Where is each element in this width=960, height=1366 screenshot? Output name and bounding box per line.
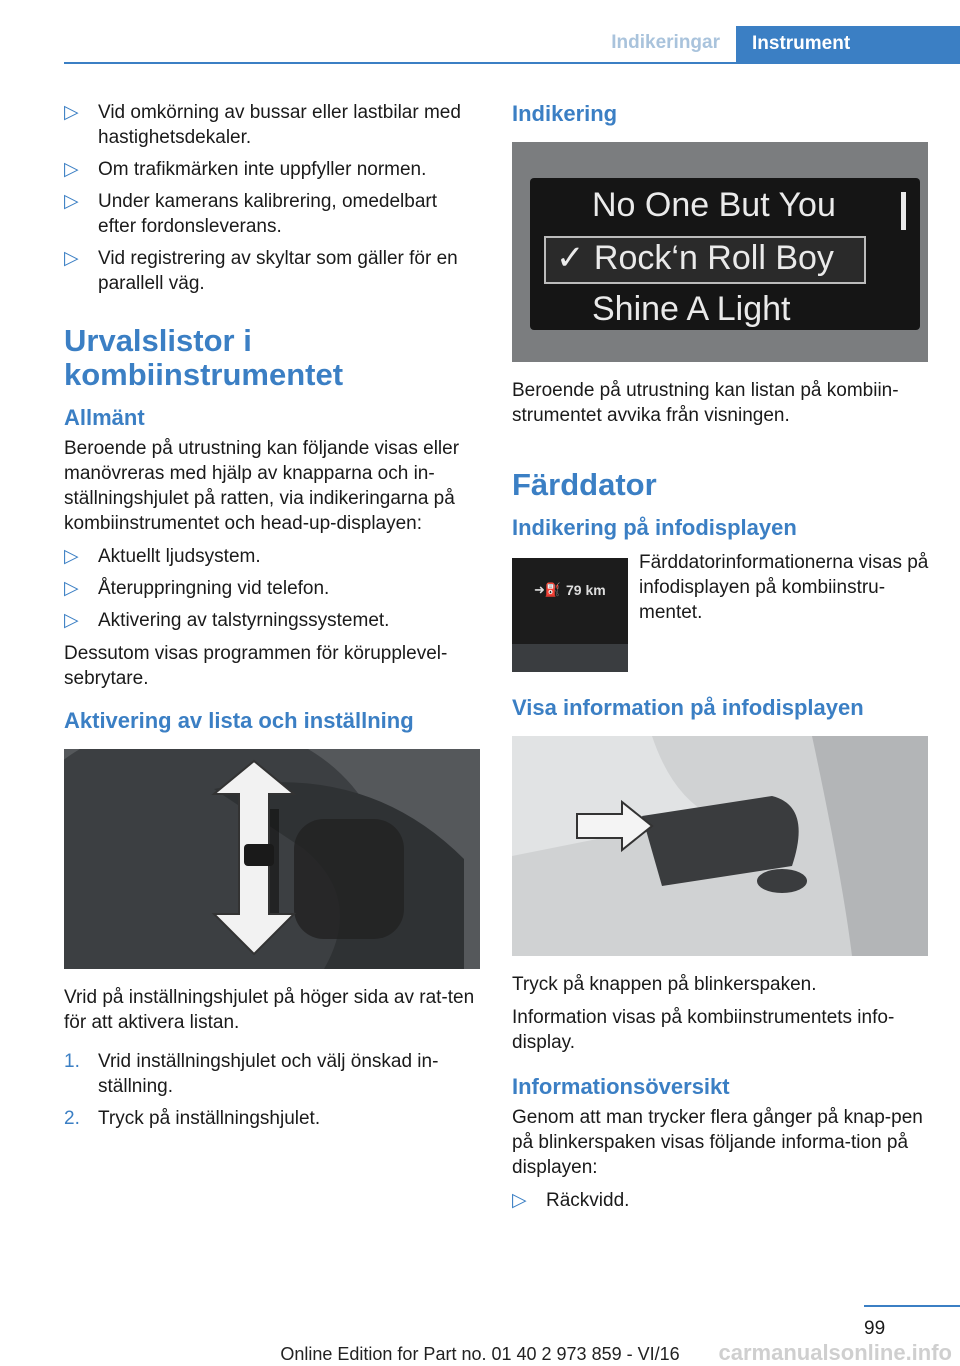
triangle-bullet-icon: ▷ [64, 248, 79, 269]
turn-signal-image [512, 736, 928, 956]
scrollbar-indicator [901, 192, 906, 230]
triangle-bullet-icon: ▷ [64, 159, 79, 180]
list-item: ▷ Om trafikmärken inte uppfyller normen. [64, 159, 427, 180]
step-number: 1. [64, 1051, 80, 1072]
steps-list [64, 1049, 480, 1131]
triangle-bullet-icon: ▷ [512, 1190, 527, 1211]
triangle-bullet-icon: ▷ [64, 578, 79, 599]
list-item: ▷ Räckvidd. [512, 1190, 630, 1211]
display-item-selected: ✓ Rock‘n Roll Boy [556, 239, 834, 277]
subsection-title: Indikering [512, 101, 618, 126]
steering-wheel-image [64, 749, 480, 969]
paragraph: Information visas på kombiinstrumentets info‐display. [512, 1007, 895, 1053]
list-item: ▷ Vid registrering av skyltar som gäller för en parallell väg. [64, 248, 458, 294]
list-item: 1. Vrid inställningshjulet och välj önskad in‐ställning. [64, 1051, 439, 1097]
paragraph: Dessutom visas programmen för körupplevel‐sebrytare. [64, 643, 448, 689]
feature-list [64, 544, 480, 633]
subsection-title: Allmänt [64, 405, 145, 430]
fuel-pump-icon: ➜⛽ [534, 582, 562, 597]
subsection-title: Aktivering av lista och inställning [64, 708, 414, 733]
list-item: ▷ Aktivering av talstyrningssystemet. [64, 610, 390, 631]
display-item: Shine A Light [592, 290, 791, 328]
page-number: 99 [864, 1318, 886, 1339]
list-item: ▷ Under kamerans kalibrering, omedelbart efter fordonsleverans. [64, 191, 437, 237]
paragraph: Genom att man trycker flera gånger på knap‐pen på blinkerspaken visas följande informa‐tion på displayen: [512, 1107, 923, 1178]
range-readout: 79 km [566, 582, 606, 598]
triangle-bullet-icon: ▷ [64, 610, 79, 631]
step-number: 2. [64, 1108, 80, 1129]
triangle-bullet-icon: ▷ [64, 546, 79, 567]
display-screen [530, 178, 920, 330]
subsection-title: Informationsöversikt [512, 1074, 730, 1099]
subsection-title: Visa information på infodisplayen [512, 695, 864, 720]
overview-list [512, 1188, 928, 1213]
page-header [64, 26, 960, 64]
list-item: 2. Tryck på inställningshjulet. [64, 1108, 321, 1129]
list-item: ▷ Återuppringning vid telefon. [64, 578, 330, 599]
triangle-bullet-icon: ▷ [64, 102, 79, 123]
footer-divider [864, 1305, 960, 1307]
paragraph: Vrid på inställningshjulet på höger sida av rat‐ten för att aktivera listan. [64, 987, 475, 1033]
list-item: ▷ Vid omkörning av bussar eller lastbilar med hastighetsdekaler. [64, 102, 461, 148]
info-display-image [512, 558, 628, 672]
paragraph: Färddatorinformationerna visas på infodisplayen på kombiinstru‐mentet. [639, 552, 929, 623]
triangle-bullet-icon: ▷ [64, 191, 79, 212]
info-display-block [512, 550, 928, 670]
restriction-list [64, 100, 480, 296]
paragraph: Beroende på utrustning kan följande visas eller manövreras med hjälp av knapparna och in‐ställningshjulet på ratten, via indikeringarna på kombiinstrumentet och head-up-displayen: [64, 438, 460, 534]
turn-signal-illustration [512, 736, 928, 956]
footer-edition: Online Edition for Part no. 01 40 2 973 859 - VI/16 [280, 1344, 680, 1364]
list-item: ▷ Aktuellt ljudsystem. [64, 546, 261, 567]
paragraph: Tryck på knappen på blinkerspaken. [512, 974, 817, 995]
right-column [512, 100, 928, 1221]
display-list-image [512, 142, 928, 362]
section-title: Färddator [512, 467, 657, 502]
left-column [64, 100, 480, 1139]
info-display-screen [512, 558, 628, 644]
steering-wheel-illustration [64, 749, 480, 969]
section-title: Urvalslistor i kombiinstrumentet [64, 323, 344, 392]
display-item: No One But You [592, 186, 836, 224]
header-section[interactable]: Indikeringar [611, 32, 720, 53]
subsection-title: Indikering på infodisplayen [512, 515, 797, 540]
paragraph: Beroende på utrustning kan listan på kombiin‐strumentet avvika från visningen. [512, 380, 899, 426]
watermark: carmanualsonline.info [718, 1340, 952, 1365]
header-chapter[interactable]: Instrument [736, 26, 960, 62]
